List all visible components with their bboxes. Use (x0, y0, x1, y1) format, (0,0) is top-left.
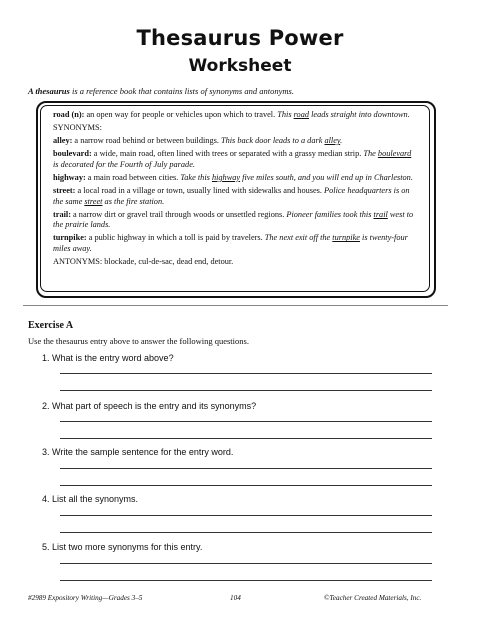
answer-line[interactable] (60, 532, 432, 533)
synonym-example-post: west to the prairie lands. (53, 209, 414, 230)
synonym-example-pre: This back door leads to a dark (220, 135, 325, 145)
intro-text (28, 86, 294, 96)
question-4: 4. List all the synonyms. (42, 494, 139, 504)
section-divider (23, 305, 448, 306)
synonym-example-pre: Take this (180, 172, 212, 182)
synonym-example-word: highway (211, 172, 241, 182)
synonym-example-post: is decorated for the Fourth of July parade. (53, 159, 195, 169)
synonym-entry (53, 149, 418, 171)
footer-left: #2989 Expository Writing—Grades 3–5 (28, 594, 143, 602)
synonym-definition: a local road in a village or town, usually lined with sidewalks and houses. (75, 185, 325, 195)
synonym-word: boulevard: (53, 148, 92, 158)
synonym-definition: a wide, main road, often lined with trees or separated with a grassy median strip. (91, 148, 364, 158)
synonym-definition: a main road between cities. (85, 172, 181, 182)
exercise-instructions: Use the thesaurus entry above to answer the following questions. (28, 336, 249, 346)
synonym-entry (53, 210, 418, 232)
synonym-example-post: five miles south, and you will end up in Charleston. (240, 172, 413, 182)
answer-line[interactable] (60, 468, 432, 469)
footer-right: ©Teacher Created Materials, Inc. (324, 594, 422, 602)
synonym-example-word: turnpike (332, 233, 360, 243)
entry-word: road (n): (53, 110, 85, 119)
page-title: Thesaurus Power (136, 26, 344, 50)
synonym-word: turnpike: (53, 233, 87, 243)
entry-example-pre: This (277, 110, 294, 119)
synonym-entry (53, 136, 418, 147)
answer-line[interactable] (60, 485, 432, 486)
intro-rest: is a reference book that contains lists of synonyms and antonyms. (69, 86, 294, 96)
synonym-entry (53, 233, 418, 255)
synonym-entry (53, 173, 418, 184)
entry-main (53, 110, 418, 121)
synonym-example-post: as the fire station. (102, 196, 165, 206)
answer-line[interactable] (60, 580, 432, 581)
synonym-entry (53, 186, 418, 208)
synonym-definition: a public highway in which a toll is paid by travelers. (86, 233, 265, 243)
synonym-definition: a narrow dirt or gravel trail through woods or unsettled regions. (70, 209, 287, 219)
question-5: 5. List two more synonyms for this entry. (42, 542, 203, 552)
synonym-example-pre: The (363, 148, 378, 158)
synonym-example-pre: The next exit off the (264, 233, 333, 243)
answer-line[interactable] (60, 421, 432, 422)
synonyms-list (53, 136, 418, 255)
entry-example-word: road (293, 110, 310, 119)
synonyms-label: SYNONYMS: (53, 122, 102, 132)
synonym-example-pre: Pioneer families took this (286, 209, 374, 219)
entry-definition: an open way for people or vehicles upon which to travel. (84, 110, 278, 119)
synonym-example-post: is twenty-four miles away. (53, 233, 408, 254)
synonym-definition: a narrow road behind or between buildings. (72, 135, 221, 145)
synonym-example-word: street (84, 196, 103, 206)
answer-line[interactable] (60, 515, 432, 516)
synonym-example-pre: Police headquarters is on the same (53, 185, 410, 206)
question-1: 1. What is the entry word above? (42, 353, 174, 363)
entry-example-post: leads straight into downtown. (309, 110, 410, 119)
footer-page-number: 104 (230, 594, 241, 602)
answer-line[interactable] (60, 563, 432, 564)
synonym-word: highway: (53, 172, 86, 182)
intro-lead: A thesaurus (28, 86, 70, 96)
thesaurus-entry (53, 110, 418, 270)
answer-line[interactable] (60, 438, 432, 439)
synonym-example-word: alley (324, 135, 341, 145)
synonym-word: street: (53, 185, 76, 195)
question-3: 3. Write the sample sentence for the entry word. (42, 447, 234, 457)
synonym-example-word: boulevard (377, 148, 412, 158)
answer-line[interactable] (60, 373, 432, 374)
exercise-title: Exercise A (28, 320, 74, 331)
page-subtitle: Worksheet (188, 56, 292, 76)
synonym-word: alley: (53, 135, 73, 145)
antonyms-line: ANTONYMS: blockade, cul-de-sac, dead end, detour. (53, 257, 234, 267)
question-2: 2. What part of speech is the entry and its synonyms? (42, 401, 257, 411)
synonym-word: trail: (53, 209, 71, 219)
answer-line[interactable] (60, 390, 432, 391)
synonym-example-post: . (340, 135, 343, 145)
synonym-example-word: trail (373, 209, 388, 219)
